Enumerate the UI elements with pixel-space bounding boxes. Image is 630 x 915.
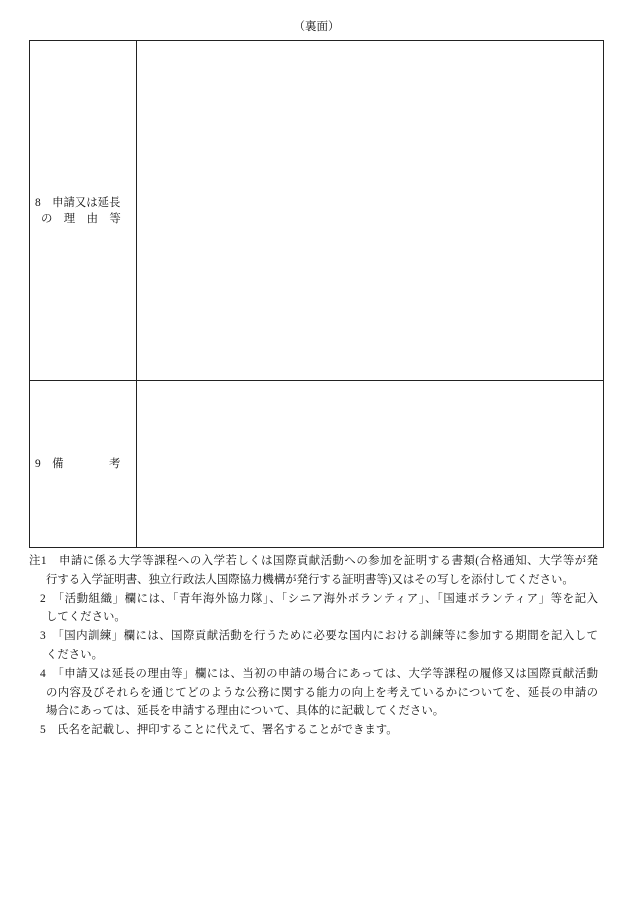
note-item [29, 590, 604, 628]
remarks-label-cell [30, 381, 137, 547]
form-row-remarks [30, 381, 603, 547]
note-item [29, 665, 604, 721]
note-line: の内容及びそれらを通じてどのような公務に関する能力の向上を考えているかについてを、延長の申請の [46, 686, 598, 699]
note-line: 3 「国内訓練」欄には、国際貢献活動を行うために必要な国内における訓練等に参加する期間を記入して [40, 630, 598, 643]
note-line: 注1 申請に係る大学等課程への入学若しくは国際貢献活動への参加を証明する書類(合格通知、大学等が発 [29, 555, 598, 567]
page-side-label: （裏面） [293, 21, 340, 33]
note-item [29, 721, 604, 740]
reason-content-cell [137, 41, 603, 380]
remarks-label-line: 9 備 考 [35, 458, 121, 470]
note-line: 2 「活動組織」欄には、「青年海外協力隊」、「シニア海外ボランティア」、「国連ボランティア」等を記入 [40, 592, 598, 605]
form-row-reason [30, 41, 603, 381]
note-line: してください。 [46, 611, 126, 624]
notes-section [29, 552, 604, 740]
reason-label-line: 8 申請又は延長 [35, 196, 121, 209]
application-form-table [29, 40, 604, 548]
remarks-content-cell [137, 381, 603, 547]
note-line: 4 「申請又は延長の理由等」欄には、当初の申請の場合にあっては、大学等課程の履修又は国際貢献活動 [40, 667, 598, 680]
note-item [29, 627, 604, 665]
reason-label-cell [30, 41, 137, 380]
note-line: 場合にあっては、延長を申請する理由について、具体的に記載してください。 [46, 705, 445, 718]
note-line: 行する入学証明書、独立行政法人国際協力機構が発行する証明書等)又はその写しを添付してください。 [46, 573, 574, 586]
note-item [29, 552, 604, 590]
note-line: 5 氏名を記載し、押印することに代えて、署名することができます。 [40, 724, 398, 737]
note-line: ください。 [46, 648, 103, 661]
reason-label-line: の 理 由 等 [41, 212, 121, 225]
